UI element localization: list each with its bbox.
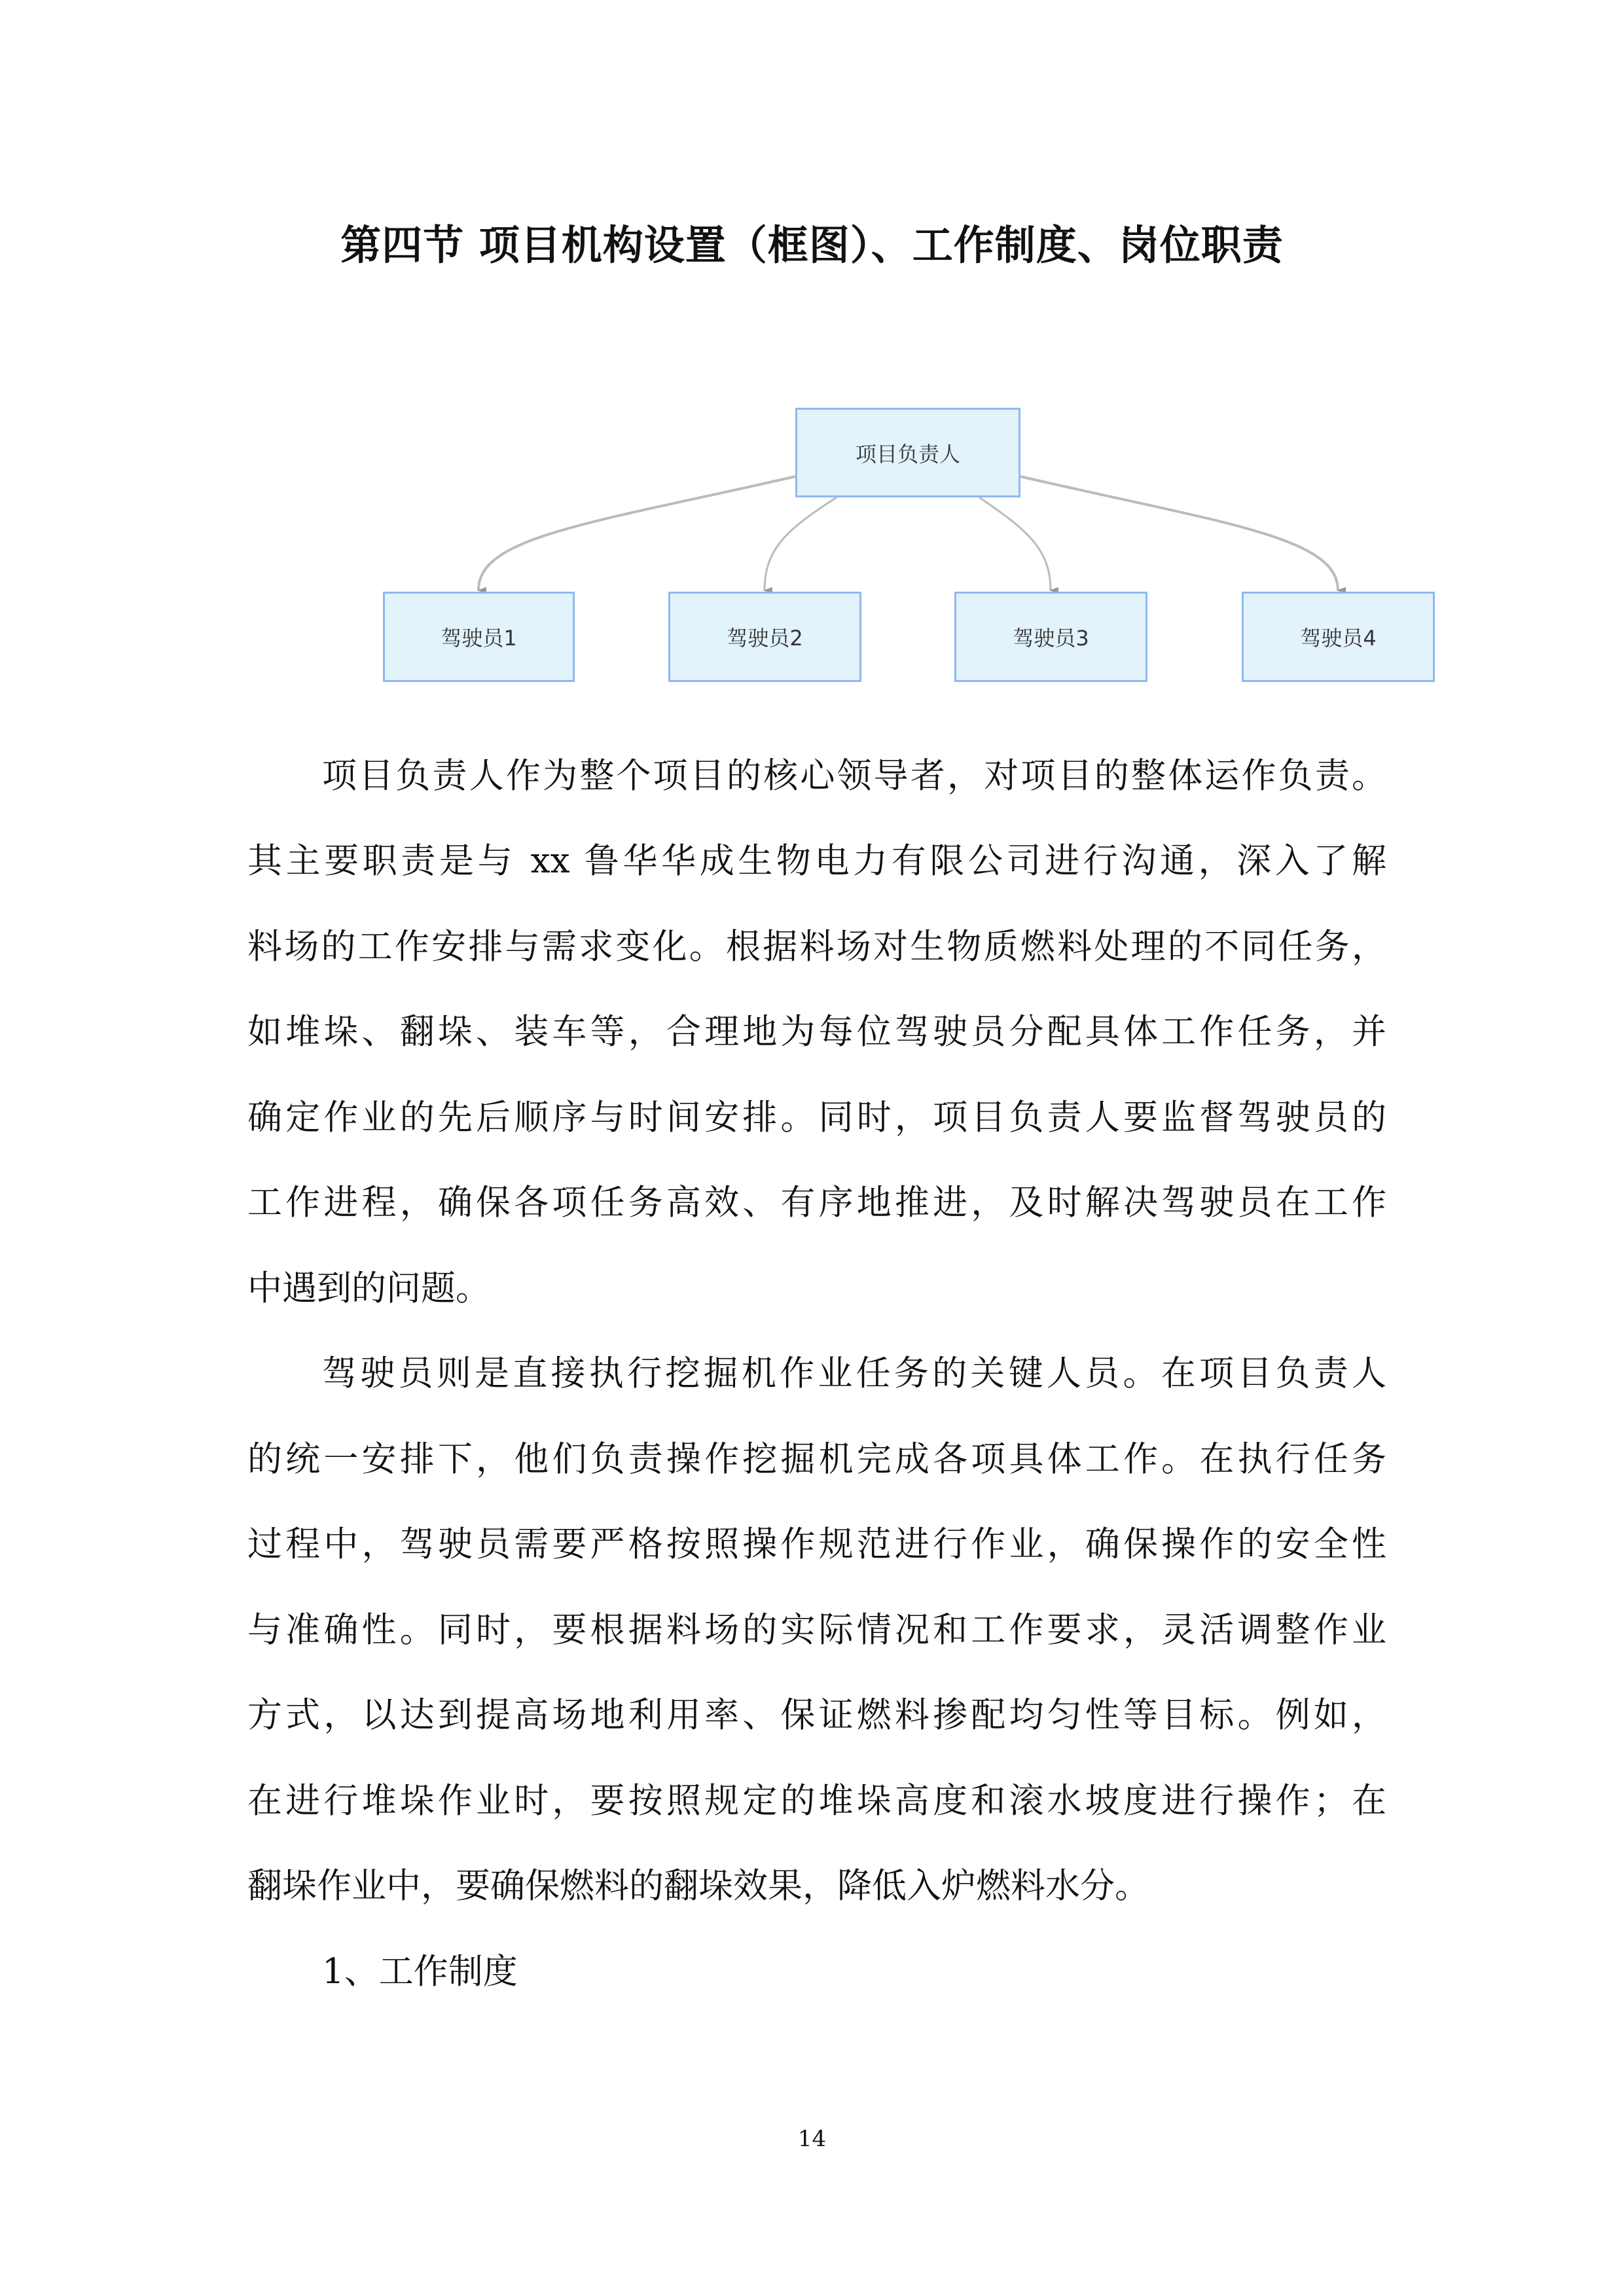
org-node-driver-1: 驾驶员1	[383, 592, 575, 682]
text-line: 项目负责人作为整个项目的核心领导者，对项目的整体运作负责。	[322, 756, 1386, 796]
text-line: 确定作业的先后顺序与时间安排。同时，项目负责人要监督驾驶员的	[247, 1098, 1386, 1138]
page-number: 14	[797, 2126, 827, 2152]
text-line: 驾驶员则是直接执行挖掘机作业任务的关键人员。在项目负责人	[322, 1354, 1386, 1393]
org-node-driver-4: 驾驶员4	[1242, 592, 1435, 682]
text-line: 其主要职责是与 xx 鲁华华成生物电力有限公司进行沟通，深入了解	[247, 841, 1386, 881]
org-node-driver-2: 驾驶员2	[668, 592, 861, 682]
text-line: 料场的工作安排与需求变化。根据料场对生物质燃料处理的不同任务，	[247, 927, 1386, 967]
text-line: 过程中，驾驶员需要严格按照操作规范进行作业，确保操作的安全性	[247, 1524, 1386, 1564]
text-line: 如堆垛、翻垛、装车等，合理地为每位驾驶员分配具体工作任务，并	[247, 1012, 1386, 1052]
org-node-project-lead: 项目负责人	[795, 408, 1020, 497]
text-line: 工作进程，确保各项任务高效、有序地推进，及时解决驾驶员在工作	[247, 1183, 1386, 1223]
edge-to-driver-1	[478, 476, 795, 590]
edge-to-driver-3	[979, 497, 1051, 590]
org-node-driver-3: 驾驶员3	[954, 592, 1147, 682]
text-line: 在进行堆垛作业时，要按照规定的堆垛高度和滚水坡度进行操作；在	[247, 1781, 1386, 1821]
section-title: 第四节 项目机构设置（框图）、工作制度、岗位职责	[340, 221, 1284, 269]
text-line: 方式，以达到提高场地利用率、保证燃料掺配均匀性等目标。例如，	[247, 1695, 1386, 1735]
text-line: 与准确性。同时，要根据料场的实际情况和工作要求，灵活调整作业	[247, 1610, 1386, 1650]
edge-to-driver-4	[1020, 476, 1338, 590]
subheading-work-system: 1、工作制度	[322, 1952, 518, 1992]
text-line: 翻垛作业中，要确保燃料的翻垛效果，降低入炉燃料水分。	[247, 1866, 1149, 1906]
edge-to-driver-2	[765, 497, 837, 590]
text-line: 中遇到的问题。	[247, 1268, 490, 1308]
text-line: 的统一安排下，他们负责操作挖掘机完成各项具体工作。在执行任务	[247, 1439, 1386, 1479]
